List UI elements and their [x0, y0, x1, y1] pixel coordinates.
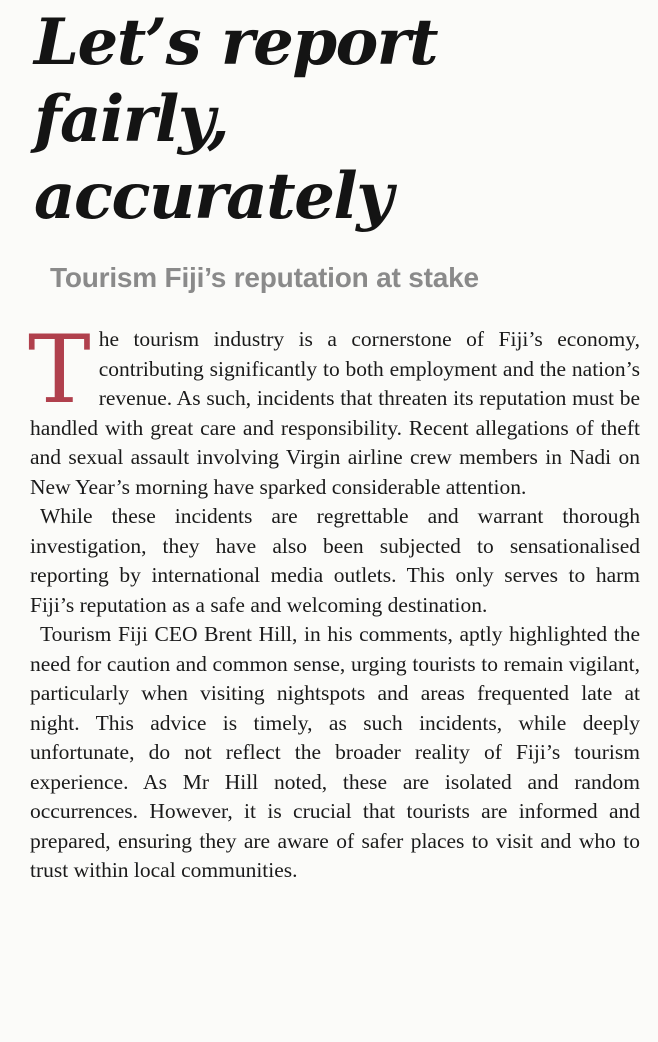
paragraph-1 [28, 316, 640, 502]
paragraph-1-text: he tourism industry is a cornerstone of Fiji’s economy, contributing significantly to both employment and the nation’s revenue. As such, incidents that threaten its reputation must be handled with great care and responsibility. Recent allegations of theft and sexual assault involving Virgin airline crew members in Nadi on New Year’s morning have sparked considerable attention. [30, 327, 640, 499]
paragraph-3: Tourism Fiji CEO Brent Hill, in his comments, aptly highlighted the need for caution and common sense, urging tourists to remain vigilant, particularly when visiting nightspots and areas frequented late at night. This advice is timely, as such incidents, while deeply unfortunate, do not reflect the broader reality of Fiji’s tourism experience. As Mr Hill noted, these are isolated and random occurrences. However, it is crucial that tourists are informed and prepared, ensuring they are aware of safer places to visit and who to trust within local communities. [30, 622, 640, 882]
headline [34, 4, 644, 235]
headline-line-2: fairly, [34, 82, 229, 157]
paragraph-2: While these incidents are regrettable and warrant thorough investigation, they have also been subjected to sensationalised reporting by international media outlets. This only serves to harm Fiji’s reputation as a safe and welcoming destination. [30, 504, 640, 617]
subheadline: Tourism Fiji’s reputation at stake [50, 262, 479, 293]
dropcap: T [28, 316, 91, 425]
article-body [28, 316, 640, 886]
headline-line-3: accurately [34, 159, 392, 234]
headline-line-1: Let’s report [34, 5, 438, 80]
